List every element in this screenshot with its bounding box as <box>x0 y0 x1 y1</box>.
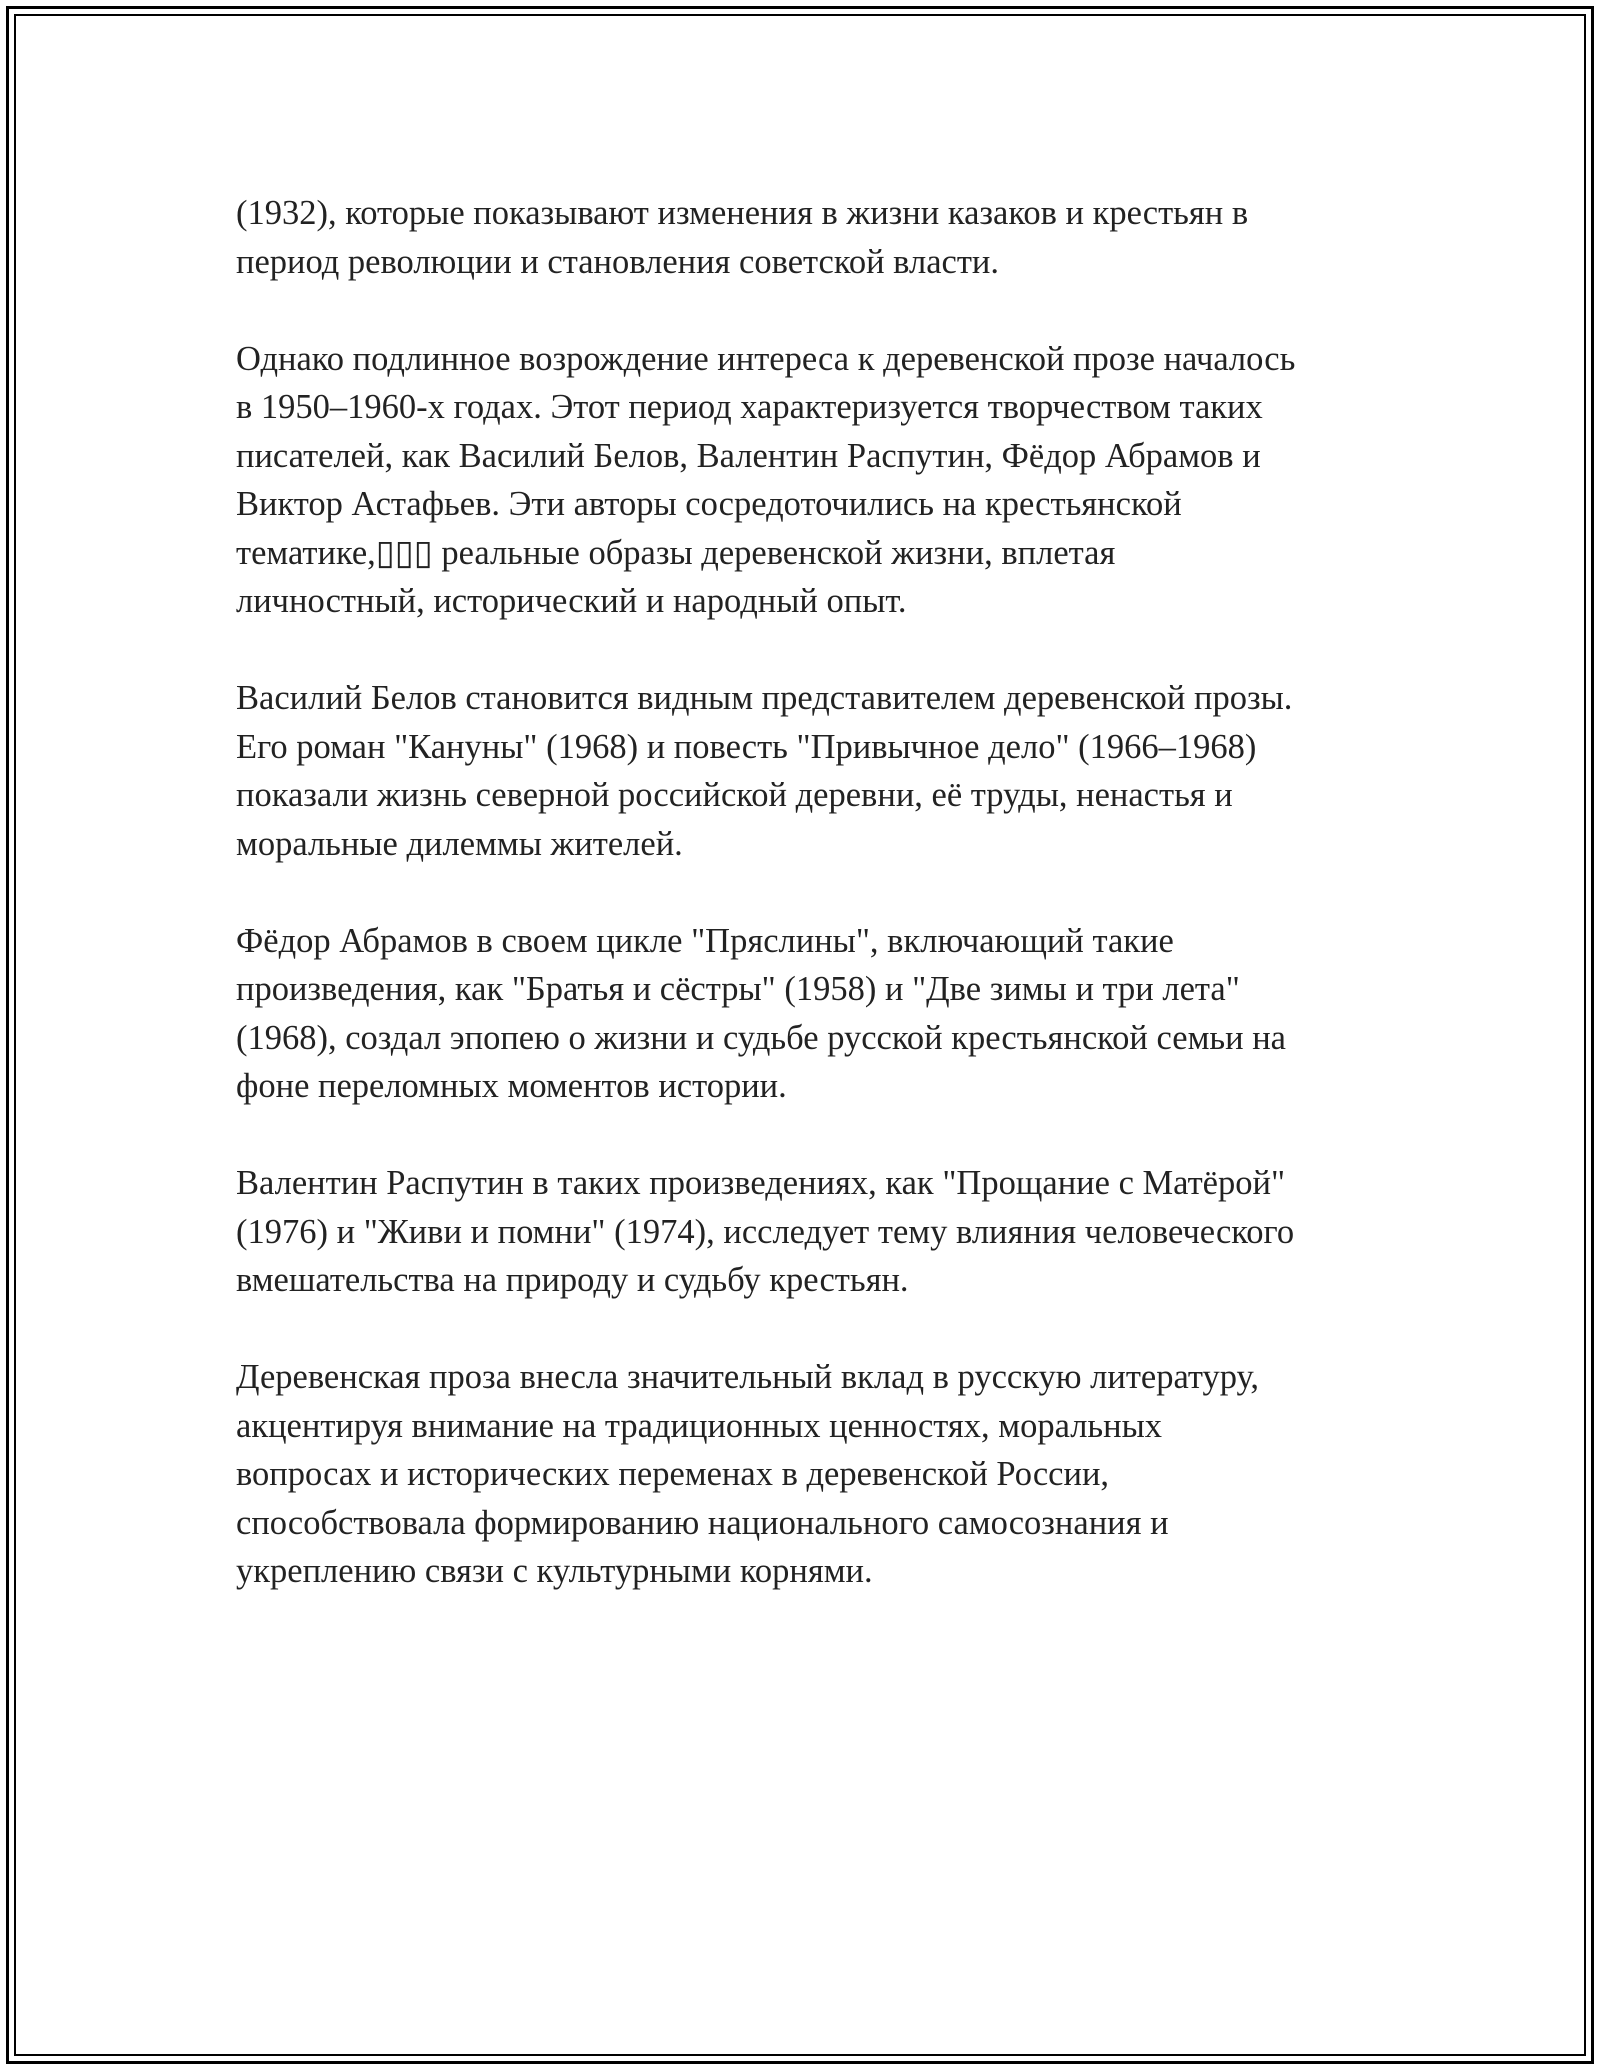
text-line: Деревенская проза внесла значительный вклад в русскую литературу, <box>236 1358 1259 1396</box>
text-line: вмешательства на природу и судьбу крестьян. <box>236 1261 909 1299</box>
paragraph-2 <box>236 335 1386 626</box>
paragraph-1 <box>236 189 1386 286</box>
text-line: фоне переломных моментов истории. <box>236 1067 787 1105</box>
text-line: способствовала формированию национального самосознания и <box>236 1503 1169 1542</box>
text-line: (1968), создал эпопею о жизни и судьбе русской крестьянской семьи на <box>236 1018 1286 1057</box>
text-line: моральные дилеммы жителей. <box>236 824 683 863</box>
paragraph-3 <box>236 674 1386 868</box>
text-line: Василий Белов становится видным представителем деревенской прозы. <box>236 679 1293 717</box>
paragraph-6 <box>236 1353 1386 1596</box>
text-line: в 1950–1960-х годах. Этот период характеризуется творчеством таких <box>236 388 1263 426</box>
text-line: произведения, как "Братья и сёстры" (1958) и "Две зимы и три лета" <box>236 970 1240 1008</box>
text-line: Виктор Астафьев. Эти авторы сосредоточились на крестьянской <box>236 485 1182 523</box>
text-line: личностный, исторический и народный опыт. <box>236 582 907 620</box>
text-line: укреплению связи с культурными корнями. <box>236 1552 873 1590</box>
text-line: Фёдор Абрамов в своем цикле "Пряслины", включающий такие <box>236 921 1174 960</box>
text-line: показали жизнь северной российской деревни, её труды, ненастья и <box>236 776 1233 814</box>
text-line: писателей, как Василий Белов, Валентин Распутин, Фёдор Абрамов и <box>236 436 1261 475</box>
text-line: Его роман "Кануны" (1968) и повесть "Привычное дело" (1966–1968) <box>236 727 1257 766</box>
text-line: Валентин Распутин в таких произведениях, как "Прощание с Матёрой" <box>236 1164 1286 1202</box>
text-line: (1932), которые показывают изменения в жизни казаков и крестьян в <box>236 194 1249 232</box>
paragraph-4 <box>236 917 1386 1111</box>
text-line: (1976) и "Живи и помни" (1974), исследует тему влияния человеческого <box>236 1212 1295 1251</box>
text-line: Однако подлинное возрождение интереса к деревенской прозе началось <box>236 339 1296 378</box>
paragraph-5 <box>236 1159 1386 1305</box>
text-line: вопросах и исторических переменах в деревенской России, <box>236 1455 1110 1493</box>
text-line: тематике,▯▯▯ реальные образы деревенской жизни, вплетая <box>236 533 1116 572</box>
document-body <box>236 189 1386 1644</box>
text-line: акцентируя внимание на традиционных ценностях, моральных <box>236 1406 1163 1445</box>
text-line: период революции и становления советской власти. <box>236 242 1000 281</box>
